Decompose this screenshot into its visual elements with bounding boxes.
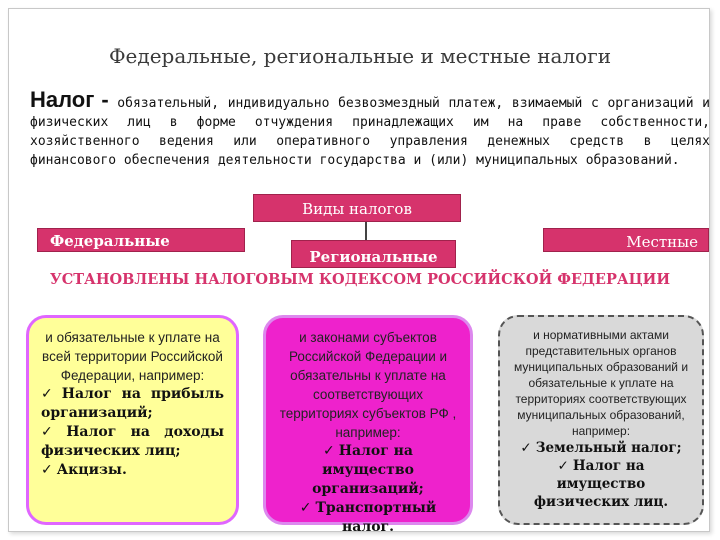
check-icon: ✓ [41,424,63,440]
tax-definition [30,87,710,170]
federal-card-text: и обязательные к уплате на всей территории Российской Федерации, например: [42,330,223,383]
check-icon: ✓ [520,440,532,456]
check-icon: ✓ [557,458,569,474]
regional-item: ✓ Налог на имущество организаций; [312,443,424,497]
local-card-text: и нормативными актами представительных органов муниципальных образований и обязательные к уплате на территориях соответствующих муниципальных образований, например: [513,328,689,438]
local-taxes-box: Местные [543,228,709,252]
check-icon: ✓ [322,443,335,459]
regional-taxes-box: Региональные [291,240,456,268]
local-item: ✓ Налог на имущество физических лиц. [533,458,669,510]
regional-item: ✓ Транспортный налог. [299,500,437,535]
federal-item: ✓ Акцизы. [41,462,127,478]
local-item: ✓ Земельный налог; [520,440,682,456]
definition-term: Налог - [30,87,109,112]
federal-item: ✓ Налог на прибыль организаций; [41,386,224,421]
tax-code-heading: УСТАНОВЛЕНЫ НАЛОГОВЫМ КОДЕКСОМ РОССИЙСКОЙ ФЕДЕРАЦИИ [49,271,671,288]
federal-item: ✓ Налог на доходы физических лиц; [41,424,225,459]
page-title: Федеральные, региональные и местные налоги [108,44,612,68]
federal-taxes-box: Федеральные [37,228,245,252]
regional-card-text: и законами субъектов Российской Федерации и обязательны к уплате на соответствующих территориях субъектов РФ , например: [279,330,457,440]
local-card [498,315,704,525]
federal-card [26,315,239,525]
connector-line [365,222,367,240]
tax-types-box: Виды налогов [253,194,461,222]
check-icon: ✓ [41,386,58,402]
check-icon: ✓ [299,500,312,516]
definition-text: обязательный, индивидуально безвозмездный платеж, взимаемый с организаций и физических лиц в форме отчуждения принадлежащих им на праве собственности, хозяйственного ведения или оперативного управления денежных средств в целях финансового обеспечения деятельности государства и (или) муниципальных образований. [30,96,710,168]
regional-card [263,315,473,535]
check-icon: ✓ [41,462,53,478]
